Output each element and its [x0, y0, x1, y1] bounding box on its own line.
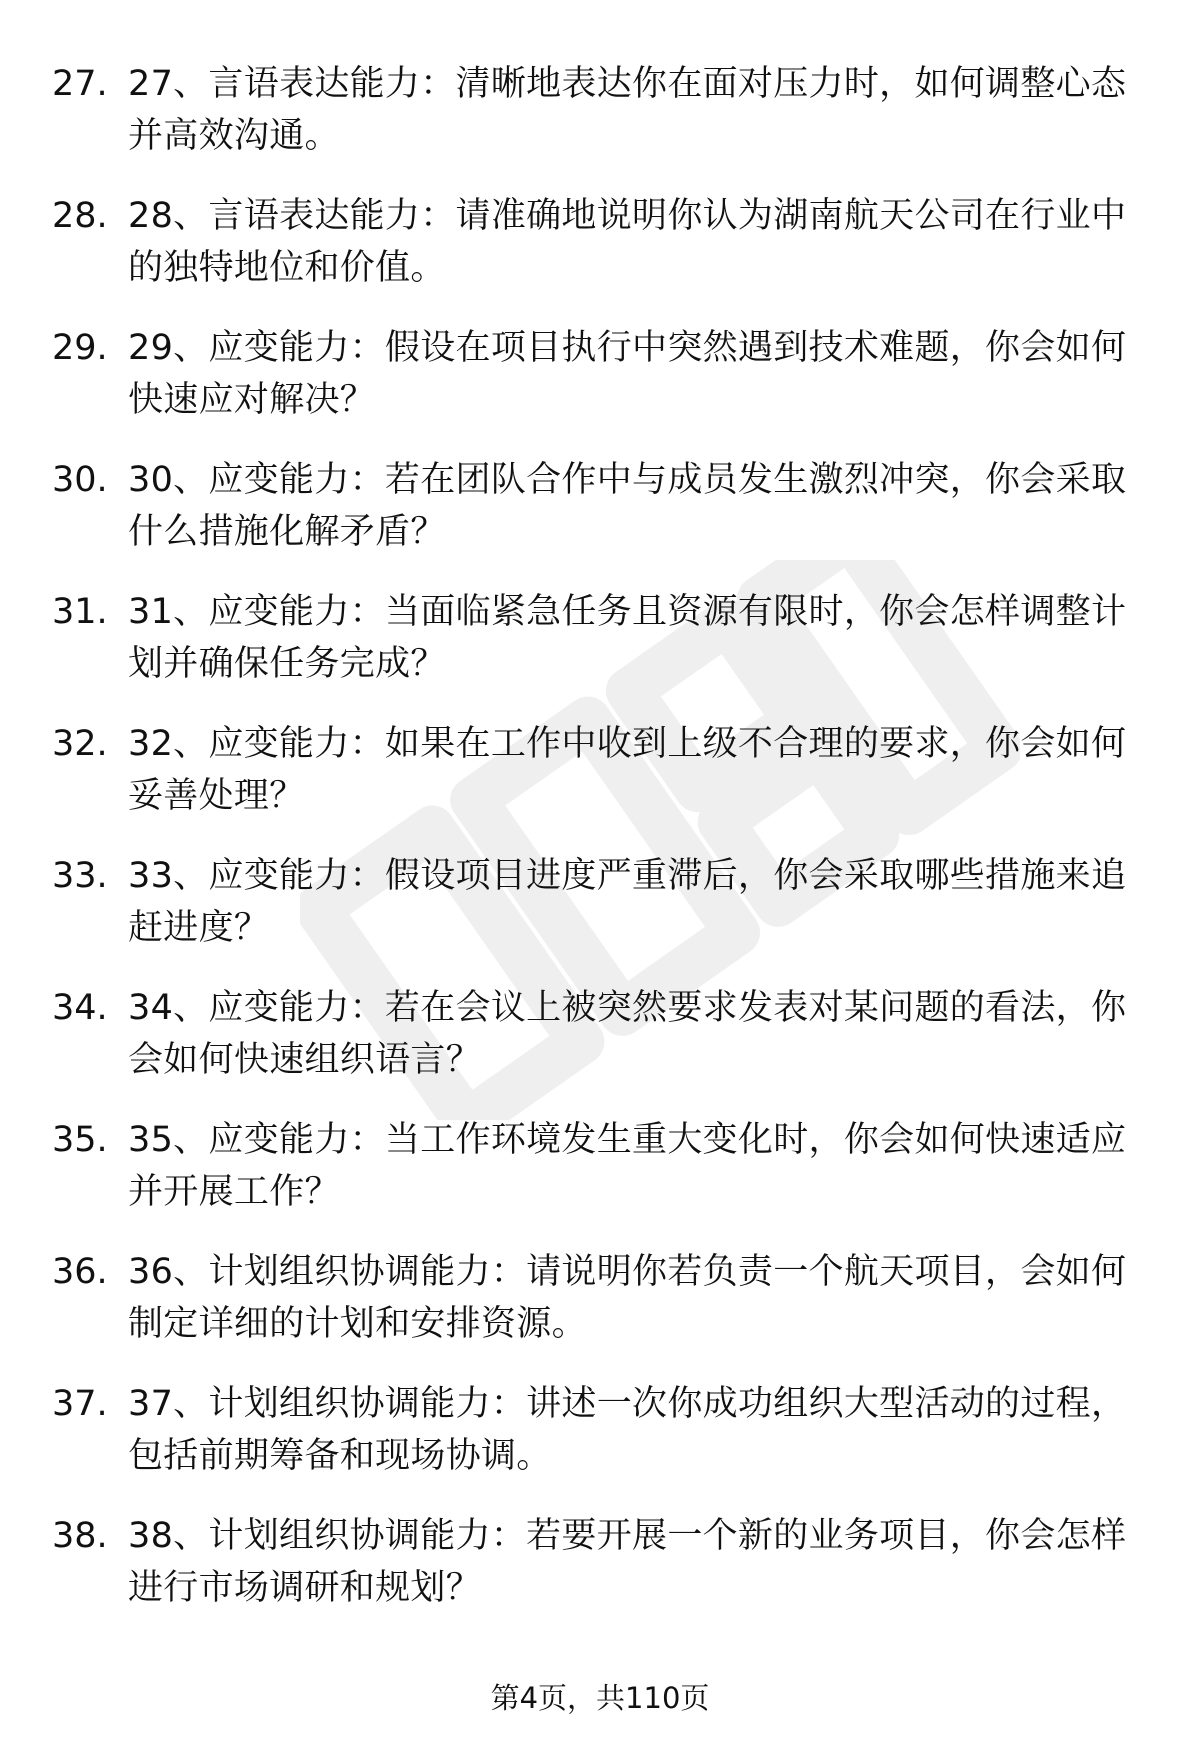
item-text: 35、应变能力：当工作环境发生重大变化时，你会如何快速适应并开展工作？	[128, 1120, 1127, 1212]
item-number: 35.	[52, 1120, 108, 1160]
item-text: 29、应变能力：假设在项目执行中突然遇到技术难题，你会如何快速应对解决？	[128, 328, 1127, 420]
list-item	[0, 850, 1200, 982]
list-item	[0, 58, 1200, 190]
list-item	[0, 454, 1200, 586]
list-item	[0, 982, 1200, 1114]
item-text: 34、应变能力：若在会议上被突然要求发表对某问题的看法，你会如何快速组织语言？	[128, 988, 1127, 1080]
item-number: 31.	[52, 592, 108, 632]
item-text: 32、应变能力：如果在工作中收到上级不合理的要求，你会如何妥善处理？	[128, 724, 1127, 816]
list-item	[0, 190, 1200, 322]
list-item	[0, 1510, 1200, 1642]
item-number: 38.	[52, 1516, 108, 1556]
item-number: 37.	[52, 1384, 108, 1424]
item-number: 34.	[52, 988, 108, 1028]
item-text: 31、应变能力：当面临紧急任务且资源有限时，你会怎样调整计划并确保任务完成？	[128, 592, 1127, 684]
list-item	[0, 718, 1200, 850]
item-number: 27.	[52, 64, 108, 104]
item-number: 28.	[52, 196, 108, 236]
question-list	[0, 58, 1200, 1642]
item-text: 36、计划组织协调能力：请说明你若负责一个航天项目，会如何制定详细的计划和安排资源。	[128, 1252, 1127, 1344]
item-number: 33.	[52, 856, 108, 896]
page-footer	[0, 1678, 1200, 1718]
item-number: 30.	[52, 460, 108, 500]
list-item	[0, 1378, 1200, 1510]
list-item	[0, 1246, 1200, 1378]
item-text: 33、应变能力：假设项目进度严重滞后，你会采取哪些措施来追赶进度？	[128, 856, 1127, 948]
list-item	[0, 322, 1200, 454]
item-text: 38、计划组织协调能力：若要开展一个新的业务项目，你会怎样进行市场调研和规划？	[128, 1516, 1127, 1608]
item-text: 27、言语表达能力：清晰地表达你在面对压力时，如何调整心态并高效沟通。	[128, 64, 1127, 156]
item-text: 30、应变能力：若在团队合作中与成员发生激烈冲突，你会采取什么措施化解矛盾？	[128, 460, 1127, 552]
item-text: 37、计划组织协调能力：讲述一次你成功组织大型活动的过程，包括前期筹备和现场协调。	[128, 1384, 1127, 1476]
item-number: 29.	[52, 328, 108, 368]
item-number: 36.	[52, 1252, 108, 1292]
item-number: 32.	[52, 724, 108, 764]
list-item	[0, 1114, 1200, 1246]
item-text: 28、言语表达能力：请准确地说明你认为湖南航天公司在行业中的独特地位和价值。	[128, 196, 1127, 288]
page-number-label: 第4页，共110页	[490, 1681, 710, 1715]
list-item	[0, 586, 1200, 718]
